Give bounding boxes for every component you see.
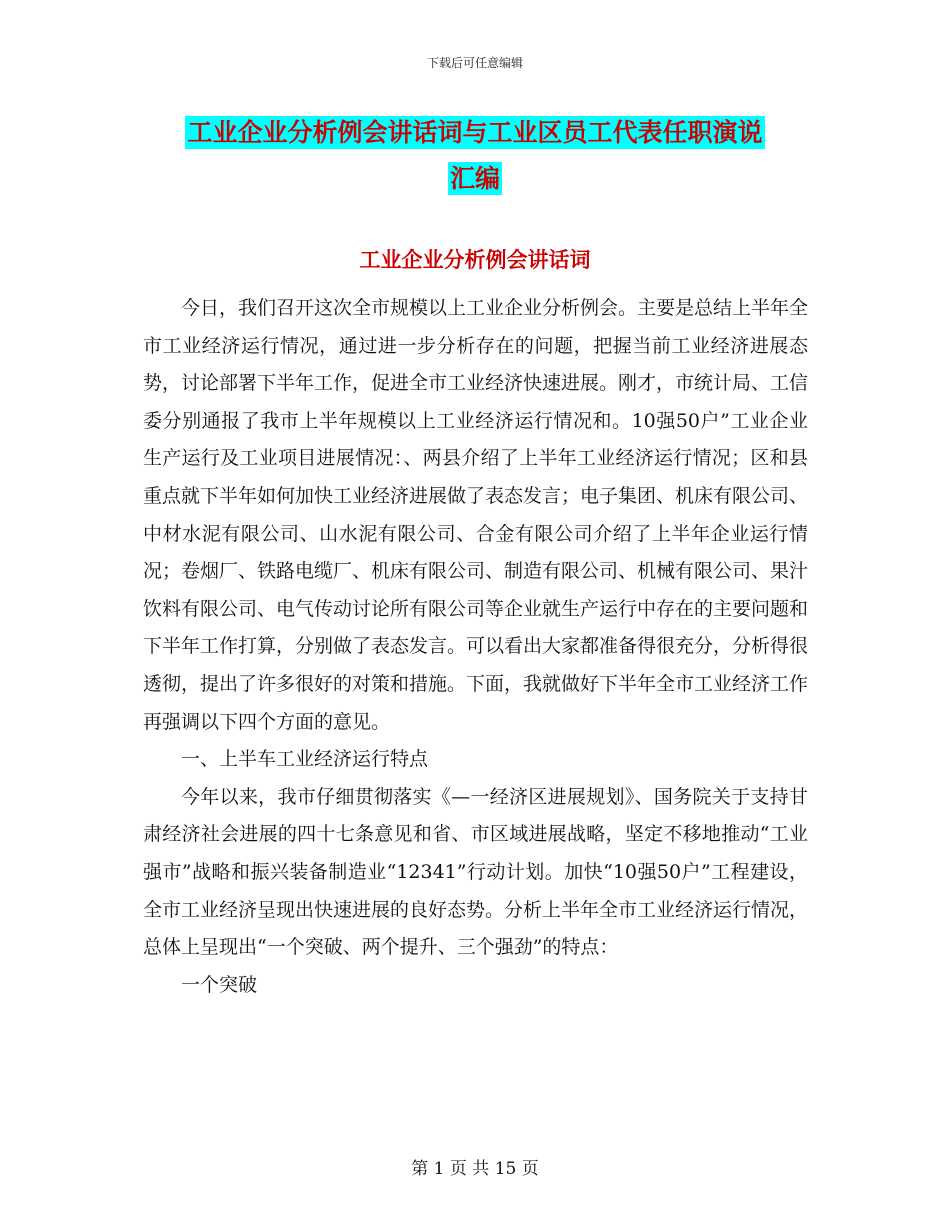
paragraph-heading-1: 一、上半车工业经济运行特点 [181, 748, 429, 771]
title-line-2: 汇编 [449, 164, 500, 193]
body-text [143, 290, 808, 1004]
paragraph-intro: 今日，我们召开这次全市规模以上工业企业分析例会。主要是总结上半年全市工业经济运行情况，通过进一步分析存在的问题，把握当前工业经济进展态势，讨论部署下半年工作，促进全市工业经济快速进展。刚才，市统计局、工信委分别通报了我市上半年规模以上工业经济运行情况和。10强50户”工业企业生产运行及工业项目进展情况：、两县介绍了上半年工业经济运行情况；区和县重点就下半年如何加快工业经济进展做了表态发言；电子集团、机床有限公司、中材水泥有限公司、山水泥有限公司、合金有限公司介绍了上半年企业运行情况；卷烟厂、铁路电缆厂、机床有限公司、制造有限公司、机械有限公司、果汁饮料有限公司、电气传动讨论所有限公司等企业就生产运行中存在的主要问题和下半年工作打算，分别做了表态发言。可以看出大家都准备得很充分，分析得很透彻，提出了许多很好的对策和措施。下面，我就做好下半年全市工业经济工作再强调以下四个方面的意见。 [143, 297, 809, 733]
paragraph-overview: 今年以来，我市仔细贯彻落实《—一经济区进展规划》、国务院关于支持甘肃经济社会进展的四十七条意见和省、市区域进展战略，坚定不移地推动“工业强市”战略和振兴装备制造业“12341”行动计划。加快“10强50户”工程建设，全市工业经济呈现出快速进展的良好态势。分析上半年全市工业经济运行情况，总体上呈现出“一个突破、两个提升、三个强劲”的特点： [143, 785, 809, 959]
paragraph-subheading: 一个突破 [181, 973, 258, 996]
title-line-1: 工业企业分析例会讲话词与工业区员工代表任职演说 [187, 118, 763, 147]
page-footer: 第 1 页 共 15 页 [411, 1159, 539, 1179]
document-title [145, 110, 805, 202]
header-note: 下载后可任意编辑 [426, 56, 523, 70]
section-heading: 工业企业分析例会讲话词 [359, 248, 591, 272]
